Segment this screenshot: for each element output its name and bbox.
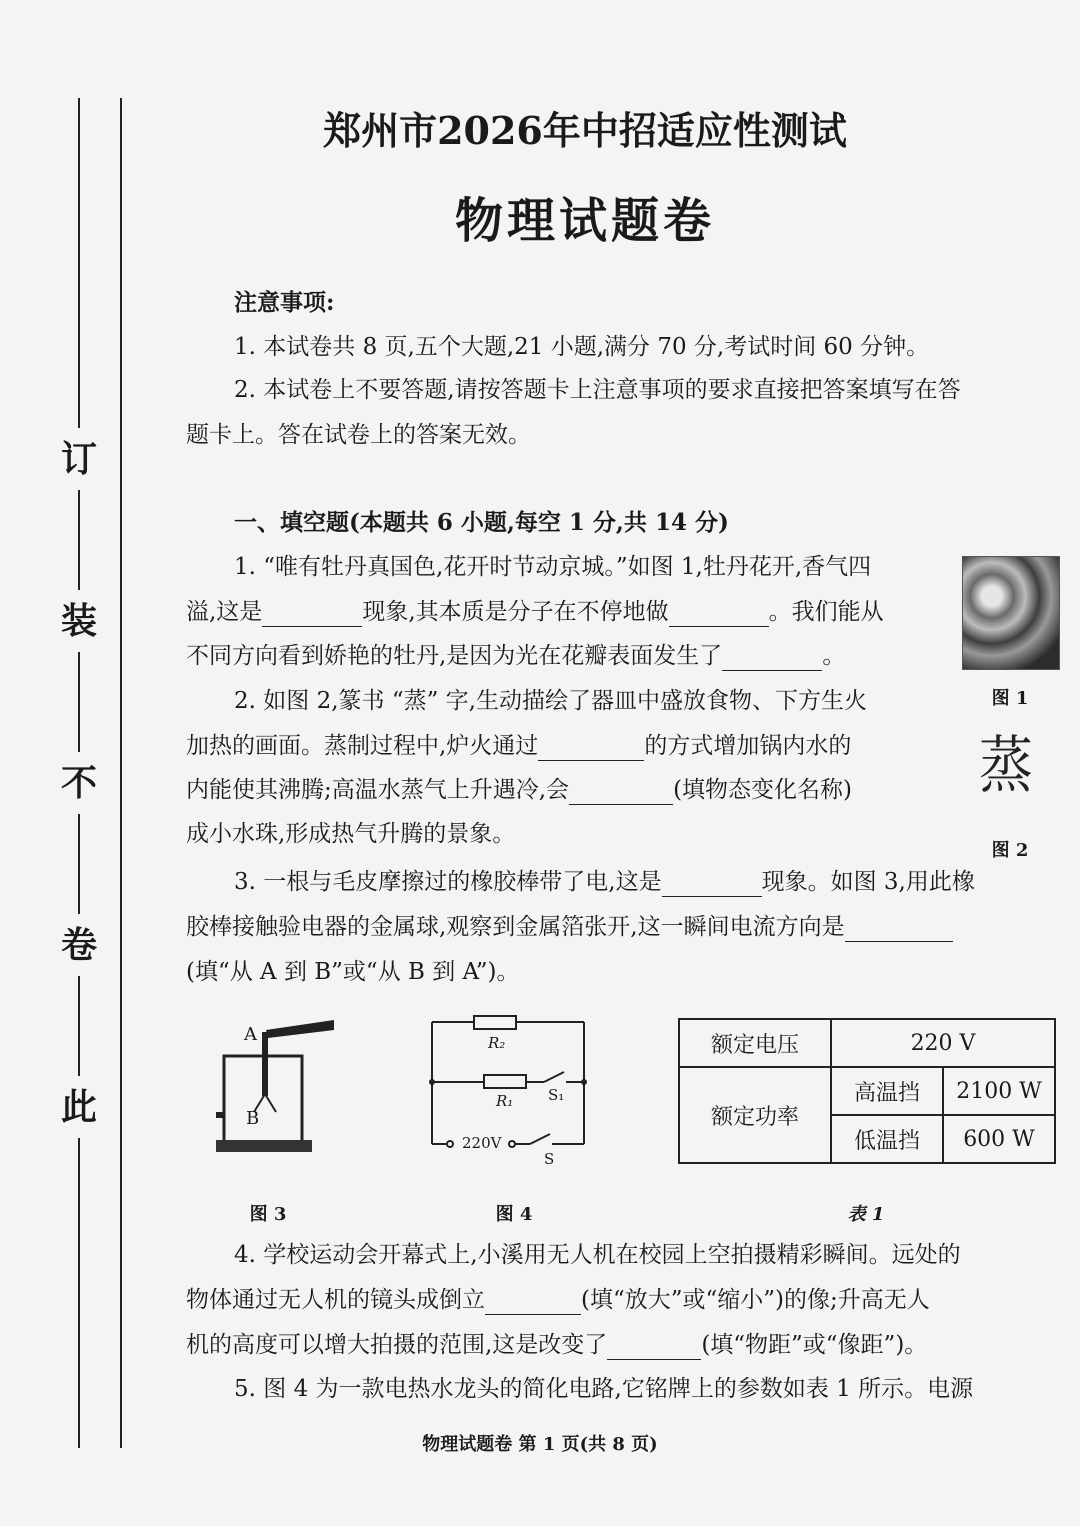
answer-blank[interactable] xyxy=(262,604,362,627)
answer-blank[interactable] xyxy=(662,874,762,897)
binding-dash xyxy=(78,490,80,590)
answer-blank[interactable] xyxy=(722,648,822,671)
page-footer: 物理试题卷 第 1 页(共 8 页) xyxy=(422,1434,658,1455)
binding-dash xyxy=(78,1138,80,1448)
notice-heading: 注意事项: xyxy=(234,289,335,316)
fig4-label-s1: S₁ xyxy=(548,1086,565,1104)
q1-text: 现象,其本质是分子在不停地做 xyxy=(362,599,669,625)
binding-char-zhuang: 装 xyxy=(60,600,97,642)
switch-s1 xyxy=(544,1072,564,1082)
q4-text: 物体通过无人机的镜头成倒立 xyxy=(186,1287,485,1313)
rated-voltage-value: 220 V xyxy=(831,1019,1055,1067)
answer-blank[interactable] xyxy=(845,919,953,942)
resistor-r1 xyxy=(484,1075,526,1088)
notice-item-1: 1. 本试卷共 8 页,五个大题,21 小题,满分 70 分,考试时间 60 分钟。 xyxy=(234,334,930,360)
fig4-label-s: S xyxy=(544,1150,555,1168)
q5-line1: 5. 图 4 为一款电热水龙头的简化电路,它铭牌上的参数如表 1 所示。电源 xyxy=(234,1376,974,1402)
low-temp-label: 低温挡 xyxy=(831,1115,943,1163)
rated-power-label: 额定功率 xyxy=(679,1067,831,1163)
binding-char-ding: 订 xyxy=(60,438,97,480)
q2-line4: 成小水珠,形成热气升腾的景象。 xyxy=(186,821,516,847)
figure-2-caption: 图 2 xyxy=(991,840,1029,861)
q1-text: 溢,这是 xyxy=(186,599,263,625)
peony-photo xyxy=(962,556,1060,670)
q1-text: 不同方向看到娇艳的牡丹,是因为光在花瓣表面发生了 xyxy=(186,643,723,669)
table-row xyxy=(679,1019,1055,1067)
binding-dash xyxy=(78,814,80,914)
q2-line1: 2. 如图 2,篆书 “蒸” 字,生动描绘了器皿中盛放食物、下方生火 xyxy=(234,688,867,714)
q2-text: (填物态变化名称) xyxy=(673,777,853,803)
q4-text: (填“放大”或“缩小”)的像;升高无人 xyxy=(581,1287,930,1313)
seal-script-zheng: 蒸 xyxy=(979,729,1033,802)
q3-line1 xyxy=(234,867,975,897)
paper-subtitle: 物理试题卷 xyxy=(454,193,715,249)
q3-text: 现象。如图 3,用此橡 xyxy=(761,869,975,895)
notice-item-2-line1: 2. 本试卷上不要答题,请按答题卡上注意事项的要求直接把答案填写在答 xyxy=(234,377,961,403)
notice-item-2-line2: 题卡上。答在试卷上的答案无效。 xyxy=(186,422,531,448)
q1-line2 xyxy=(186,597,884,627)
electroscope-rod xyxy=(262,1032,268,1096)
q2-text: 加热的画面。蒸制过程中,炉火通过 xyxy=(186,733,539,759)
binding-dash xyxy=(78,652,80,752)
figure-1-caption: 图 1 xyxy=(991,688,1029,709)
spec-table xyxy=(678,1018,1056,1164)
low-temp-value: 600 W xyxy=(943,1115,1055,1163)
q1-text: 。 xyxy=(822,643,846,669)
resistor-r2 xyxy=(474,1016,516,1029)
answer-blank[interactable] xyxy=(569,782,673,805)
q3-text: 胶棒接触验电器的金属球,观察到金属箔张开,这一瞬间电流方向是 xyxy=(186,914,845,940)
fig4-label-r2: R₂ xyxy=(488,1034,506,1052)
answer-blank[interactable] xyxy=(669,604,769,627)
high-temp-value: 2100 W xyxy=(943,1067,1055,1115)
answer-blank[interactable] xyxy=(607,1337,701,1360)
table-row xyxy=(679,1067,1055,1115)
figure-3-caption: 图 3 xyxy=(249,1204,287,1225)
rubber-rod xyxy=(266,1020,334,1038)
binding-dash xyxy=(78,976,80,1076)
answer-blank[interactable] xyxy=(538,738,644,761)
q2-text: 内能使其沸腾;高温水蒸气上升遇冷,会 xyxy=(186,777,570,803)
q2-line2 xyxy=(186,731,851,761)
fig3-label-a: A xyxy=(244,1024,257,1045)
answer-blank[interactable] xyxy=(485,1292,581,1315)
section-1-heading: 一、填空题(本题共 6 小题,每空 1 分,共 14 分) xyxy=(234,509,729,536)
figure-3-electroscope xyxy=(208,1016,338,1166)
q3-line3: (填“从 A 到 B”或“从 B 到 A”)。 xyxy=(186,959,520,985)
fig3-label-b: B xyxy=(246,1108,260,1129)
exam-title: 郑州市2026年中招适应性测试 xyxy=(323,108,847,153)
q3-line2 xyxy=(186,912,953,942)
q2-text: 的方式增加锅内水的 xyxy=(644,733,852,759)
q4-line1: 4. 学校运动会开幕式上,小溪用无人机在校园上空拍摄精彩瞬间。远处的 xyxy=(234,1242,961,1268)
binding-char-juan: 卷 xyxy=(60,924,97,966)
q1-line1: 1. “唯有牡丹真国色,花开时节动京城。”如图 1,牡丹花开,香气四 xyxy=(234,554,872,580)
metal-foil-right xyxy=(265,1094,276,1112)
table-1-caption: 表 1 xyxy=(847,1204,885,1225)
electroscope-base xyxy=(216,1140,312,1152)
q4-text: (填“物距”或“像距”)。 xyxy=(701,1332,928,1358)
q4-line3 xyxy=(186,1330,927,1360)
switch-s xyxy=(530,1134,550,1144)
q3-text: 3. 一根与毛皮摩擦过的橡胶棒带了电,这是 xyxy=(234,869,662,895)
side-tab xyxy=(216,1112,224,1118)
q2-line3 xyxy=(186,775,852,805)
high-temp-label: 高温挡 xyxy=(831,1067,943,1115)
fig4-label-voltage: 220V xyxy=(462,1134,502,1152)
rated-voltage-label: 额定电压 xyxy=(679,1019,831,1067)
fig4-label-r1: R₁ xyxy=(496,1092,514,1110)
binding-char-bu: 不 xyxy=(60,762,97,804)
figure-4-caption: 图 4 xyxy=(495,1204,533,1225)
q1-line3 xyxy=(186,641,845,671)
q1-text: 。我们能从 xyxy=(768,599,884,625)
binding-char-ci: 此 xyxy=(60,1086,97,1128)
q4-line2 xyxy=(186,1285,930,1315)
binding-line xyxy=(120,98,122,1448)
q4-text: 机的高度可以增大拍摄的范围,这是改变了 xyxy=(186,1332,608,1358)
